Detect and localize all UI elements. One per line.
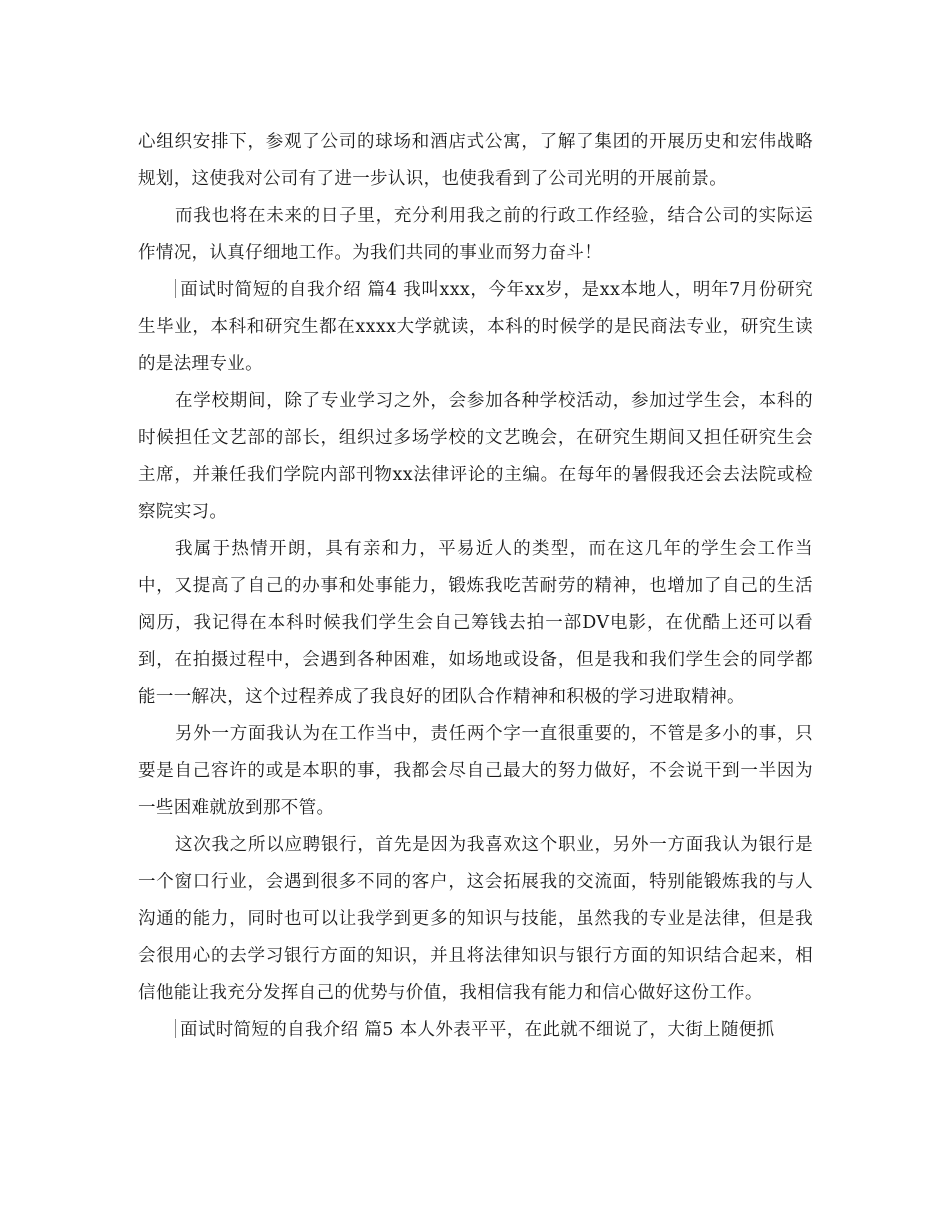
document-page: [138, 124, 813, 1049]
paragraph-intro-4: [138, 272, 813, 383]
paragraph-responsibility: 另外一方面我认为在工作当中，责任两个字一直很重要的，不管是多小的事，只要是自己容许的或是本职的事，我都会尽自己最大的努力做好，不会说干到一半因为一些困难就放到那不管。: [138, 724, 813, 818]
paragraph-intro-4-text: 面试时简短的自我介绍 篇4 我叫xxx，今年xx岁，是xx本地人，明年7月份研究生毕业，本科和研究生都在xxxx大学就读，本科的时候学的是民商法专业，研究生读的是法理专业。: [138, 280, 813, 374]
paragraph-intro-5: [138, 1012, 813, 1049]
paragraph-future-work: 而我也将在未来的日子里，充分利用我之前的行政工作经验，结合公司的实际运作情况，认真仔细地工作。为我们共同的事业而努力奋斗！: [138, 206, 813, 263]
section-marker-bar: [175, 1019, 176, 1038]
paragraph-personality: 我属于热情开朗，具有亲和力，平易近人的类型，而在这几年的学生会工作当中，又提高了自己的办事和处事能力，锻炼我吃苦耐劳的精神，也增加了自己的生活阅历，我记得在本科时候我们学生会自己筹钱去拍一部DV电影，在优酷上还可以看到，在拍摄过程中，会遇到各种困难，如场地或设备，但是我和我们学生会的同学都能一一解决，这个过程养成了我良好的团队合作精神和积极的学习进取精神。: [138, 539, 813, 707]
paragraph-intro-5-text: 面试时简短的自我介绍 篇5 本人外表平平，在此就不细说了，大街上随便抓: [180, 1020, 775, 1040]
paragraph-school-activities: 在学校期间，除了专业学习之外，会参加各种学校活动，参加过学生会，本科的时候担任文艺部的部长，组织过多场学校的文艺晚会，在研究生期间又担任研究生会主席，并兼任我们学院内部刊物xx法律评论的主编。在每年的暑假我还会去法院或检察院实习。: [138, 391, 813, 522]
section-marker-bar: [175, 279, 176, 298]
paragraph-bank-application: 这次我之所以应聘银行，首先是因为我喜欢这个职业，另外一方面我认为银行是一个窗口行业，会遇到很多不同的客户，这会拓展我的交流面，特别能锻炼我的与人沟通的能力，同时也可以让我学到更多的知识与技能，虽然我的专业是法律，但是我会很用心的去学习银行方面的知识，并且将法律知识与银行方面的知识结合起来，相信他能让我充分发挥自己的优势与价值，我相信我有能力和信心做好这份工作。: [138, 835, 813, 1003]
paragraph-company-visit: 心组织安排下，参观了公司的球场和酒店式公寓，了解了集团的开展历史和宏伟战略规划，这使我对公司有了进一步认识，也使我看到了公司光明的开展前景。: [138, 132, 813, 189]
